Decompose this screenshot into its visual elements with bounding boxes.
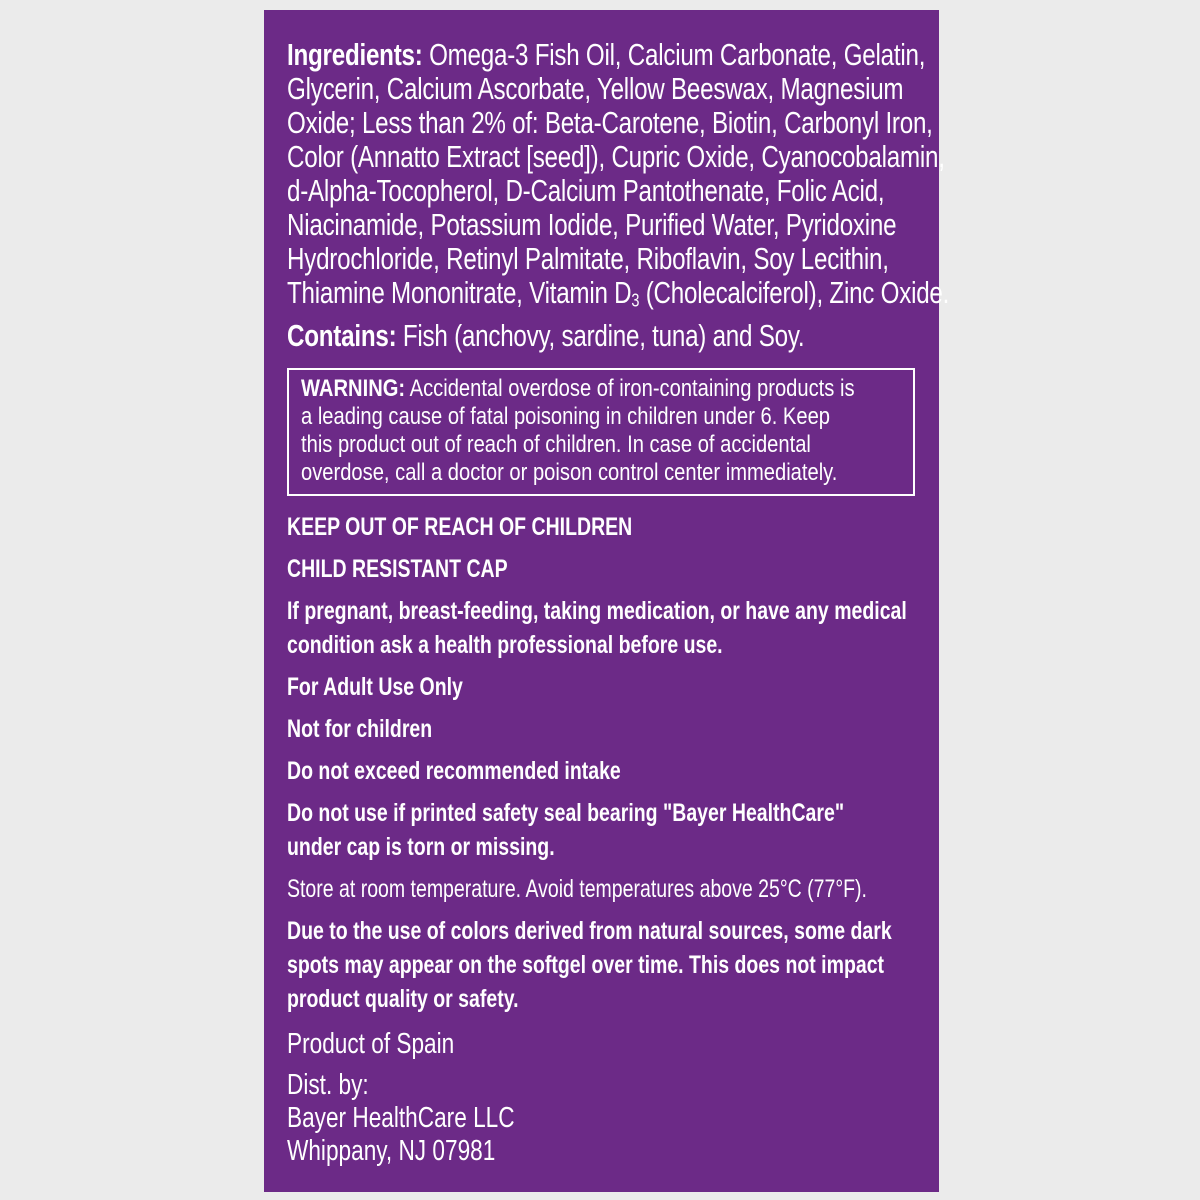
distributed-by-label: Dist. by: — [287, 1069, 369, 1101]
ingredients-line-3: Oxide; Less than 2% of: Beta-Carotene, Biotin, Carbonyl Iron, — [287, 105, 933, 140]
colors-notice-line-1: Due to the use of colors derived from natural sources, some dark — [287, 917, 892, 945]
safety-seal-notice-line-1: Do not use if printed safety seal bearing "Bayer HealthCare" — [287, 799, 845, 827]
ingredients-line-1 — [287, 38, 939, 72]
ingredients-text: Omega-3 Fish Oil, Calcium Carbonate, Gelatin, — [429, 37, 926, 72]
country-of-origin: Product of Spain — [287, 1028, 455, 1060]
warning-line-2: a leading cause of fatal poisoning in children under 6. Keep — [301, 403, 831, 430]
dosage-notice: Do not exceed recommended intake — [287, 757, 621, 785]
ingredients-line-5: d-Alpha-Tocopherol, D-Calcium Pantothenate, Folic Acid, — [287, 173, 885, 208]
ingredients-line-2: Glycerin, Calcium Ascorbate, Yellow Beeswax, Magnesium — [287, 71, 904, 106]
colors-notice-line-3: product quality or safety. — [287, 985, 519, 1013]
ingredients-line-6: Niacinamide, Potassium Iodide, Purified Water, Pyridoxine — [287, 207, 897, 242]
iron-warning-box — [287, 368, 915, 496]
child-resistant-cap-notice: CHILD RESISTANT CAP — [287, 555, 508, 583]
ingredients-line-4: Color (Annatto Extract [seed]), Cupric Oxide, Cyanocobalamin, — [287, 139, 945, 174]
notices-section — [287, 510, 1082, 1168]
safety-seal-notice-line-2: under cap is torn or missing. — [287, 833, 555, 861]
pregnancy-notice-line-1: If pregnant, breast-feeding, taking medication, or have any medical — [287, 597, 907, 625]
pregnancy-notice-line-2: condition ask a health professional before use. — [287, 631, 723, 659]
adult-use-notice: For Adult Use Only — [287, 673, 463, 701]
distributor-address: Whippany, NJ 07981 — [287, 1135, 496, 1167]
ingredients-line-7: Hydrochloride, Retinyl Palmitate, Riboflavin, Soy Lecithin, — [287, 241, 889, 276]
contains-statement — [287, 319, 939, 353]
storage-notice: Store at room temperature. Avoid temperatures above 25°C (77°F). — [287, 875, 867, 903]
colors-notice-line-2: spots may appear on the softgel over time. This does not impact — [287, 951, 885, 979]
supplement-label-panel — [264, 10, 950, 1192]
contains-label: Contains: — [287, 318, 397, 353]
ingredients-label: Ingredients: — [287, 37, 423, 72]
ingredients-line-8: Thiamine Mononitrate, Vitamin $D_3$ (Cholecalciferol), Zinc Oxide. — [287, 275, 950, 311]
warning-line-1: WARNING: Accidental overdose of iron-containing products is — [301, 375, 855, 402]
contains-text: Fish (anchovy, sardine, tuna) and Soy. — [396, 318, 805, 353]
warning-label: WARNING: — [301, 375, 406, 402]
warning-line-4: overdose, call a doctor or poison control center immediately. — [301, 459, 838, 486]
keep-out-of-reach-notice: KEEP OUT OF REACH OF CHILDREN — [287, 513, 633, 541]
distributor-name: Bayer HealthCare LLC — [287, 1102, 515, 1134]
warning-line-3: this product out of reach of children. In case of accidental — [301, 431, 811, 458]
not-for-children-notice: Not for children — [287, 715, 433, 743]
